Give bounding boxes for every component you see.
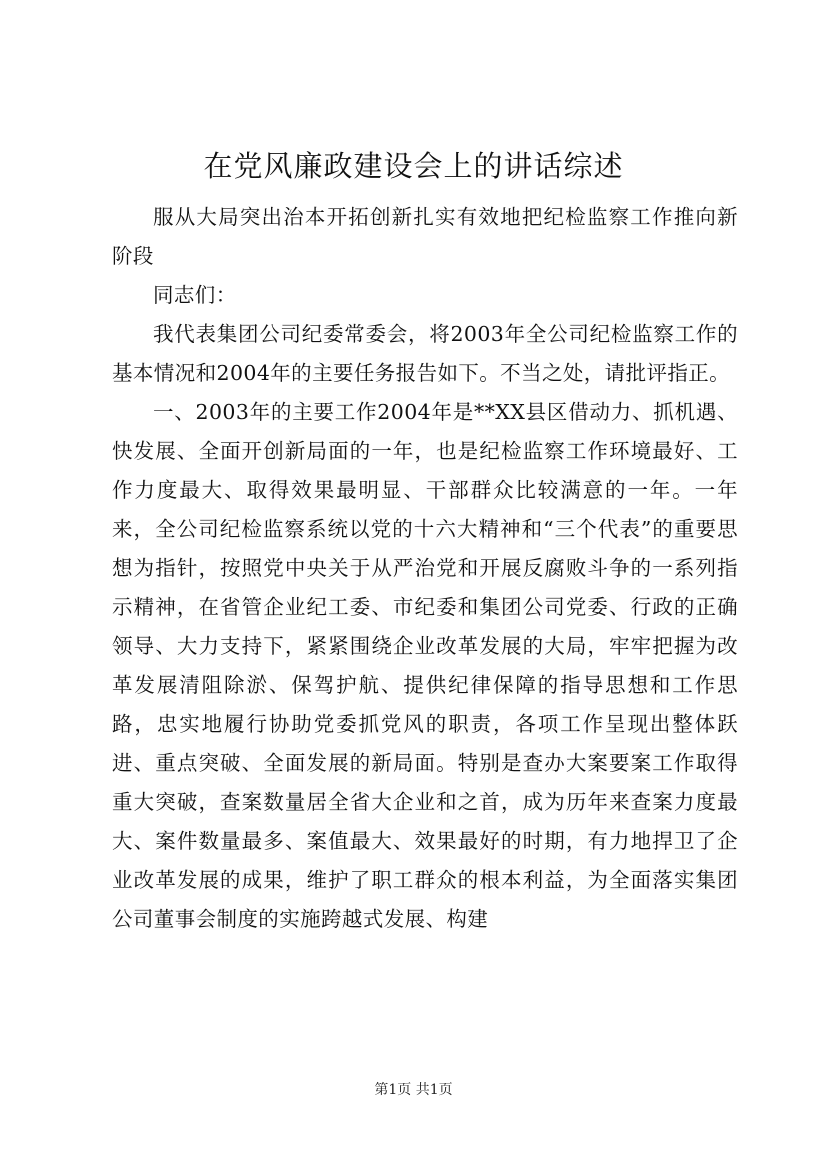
main-work-paragraph: 一、2003年的主要工作2004年是**XX县区借动力、抓机遇、快发展、全面开创新局面的一年，也是纪检监察工作环境最好、工作力度最大、取得效果最明显、干部群众比较满意的一年。一年来，全公司纪检监察系统以党的十六大精神和“三个代表”的重要思想为指针，按照党中央关于从严治党和开展反腐败斗争的一系列指示精神，在省管企业纪工委、市纪委和集团公司党委、行政的正确领导、大力支持下，紧紧围绕企业改革发展的大局，牢牢把握为改革发展清阻除淤、保驾护航、提供纪律保障的指导思想和工作思路，忠实地履行协助党委抓党风的职责，各项工作呈现出整体跃进、重点突破、全面发展的新局面。特别是查办大案要案工作取得重大突破，查案数量居全省大企业和之首，成为历年来查案力度最大、案件数量最多、案值最大、效果最好的时期，有力地捍卫了企业改革发展的成果，维护了职工群众的根本利益，为全面落实集团公司董事会制度的实施跨越式发展、构建	[112, 400, 738, 931]
document-body	[112, 198, 738, 939]
salutation-paragraph: 同志们：	[153, 283, 237, 307]
page-footer: 第1页 共1页	[374, 1082, 453, 1098]
subtitle-paragraph: 服从大局突出治本开拓创新扎实有效地把纪检监察工作推向新阶段	[112, 205, 738, 268]
intro-paragraph: 我代表集团公司纪委常委会，将2003年全公司纪检监察工作的基本情况和2004年的主要任务报告如下。不当之处，请批评指正。	[112, 322, 738, 385]
document-title: 在党风廉政建设会上的讲话综述	[203, 149, 624, 183]
